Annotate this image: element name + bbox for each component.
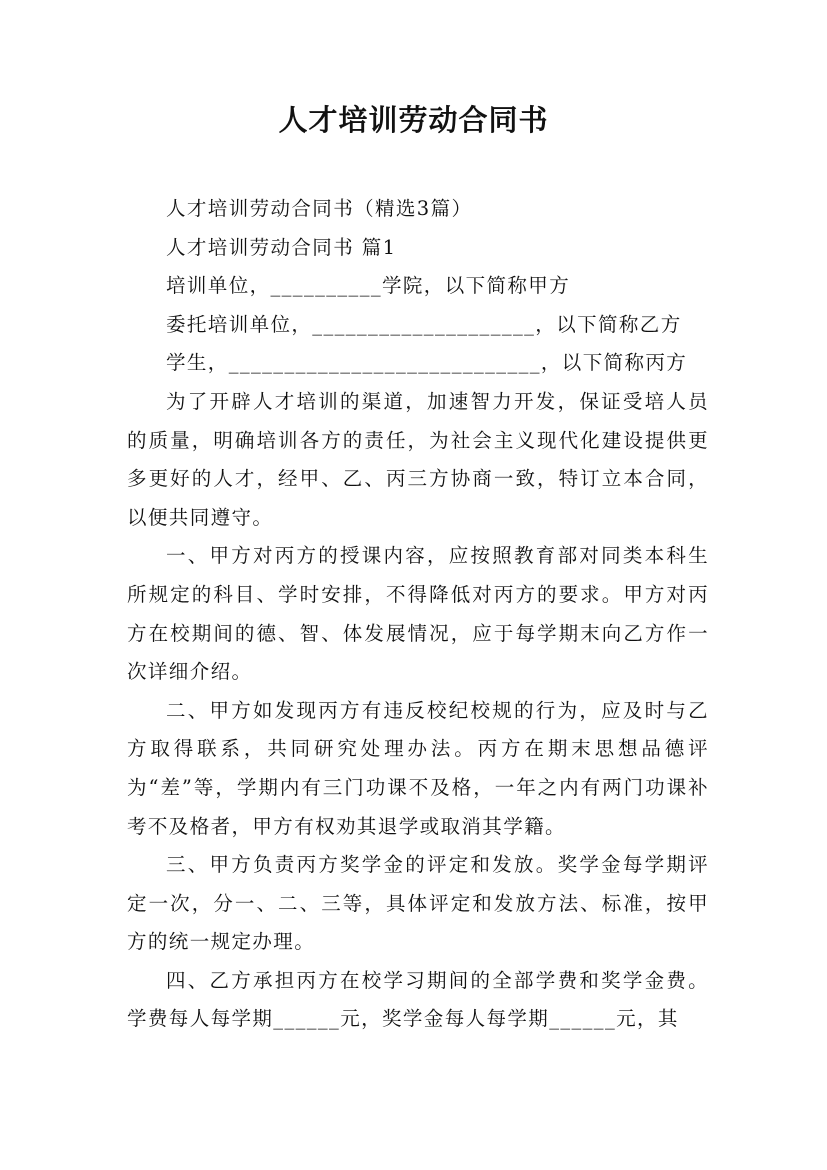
section-heading: 人才培训劳动合同书 篇1 [166, 235, 397, 259]
clause-1-paragraph: 一、甲方对丙方的授课内容，应按照教育部对同类本科生所规定的科目、学时安排，不得降低对丙方的要求。甲方对丙方在校期间的德、智、体发展情况，应于每学期末向乙方作一次详细介绍。 [127, 544, 709, 684]
clause-3-paragraph: 三、甲方负责丙方奖学金的评定和发放。奖学金每学期评定一次，分一、二、三等，具体评定和发放方法、标准，按甲方的统一规定办理。 [127, 853, 709, 954]
document-title: 人才培训劳动合同书 [278, 103, 549, 137]
clause-2-paragraph: 二、甲方如发现丙方有违反校纪校规的行为，应及时与乙方取得联系，共同研究处理办法。丙方在期末思想品德评为“差”等，学期内有三门功课不及格，一年之内有两门功课补考不及格者，甲方有权劝其退学或取消其学籍。 [127, 698, 709, 838]
subtitle-line: 人才培训劳动合同书（精选3篇） [166, 197, 473, 220]
party-a-line: 培训单位，__________学院，以下简称甲方 [166, 274, 571, 298]
party-c-line: 学生，____________________________，以下简称丙方 [166, 351, 688, 375]
clause-4-paragraph: 四、乙方承担丙方在校学习期间的全部学费和奖学金费。学费每人每学期______元，奖学金每人每学期______元，其 [127, 968, 709, 1031]
party-b-line: 委托培训单位，____________________，以下简称乙方 [166, 312, 682, 336]
preamble-paragraph: 为了开辟人才培训的渠道，加速智力开发，保证受培人员的质量，明确培训各方的责任，为社会主义现代化建设提供更多更好的人才，经甲、乙、丙三方协商一致，特订立本合同，以便共同遵守。 [127, 389, 709, 529]
document-body [127, 190, 709, 1039]
